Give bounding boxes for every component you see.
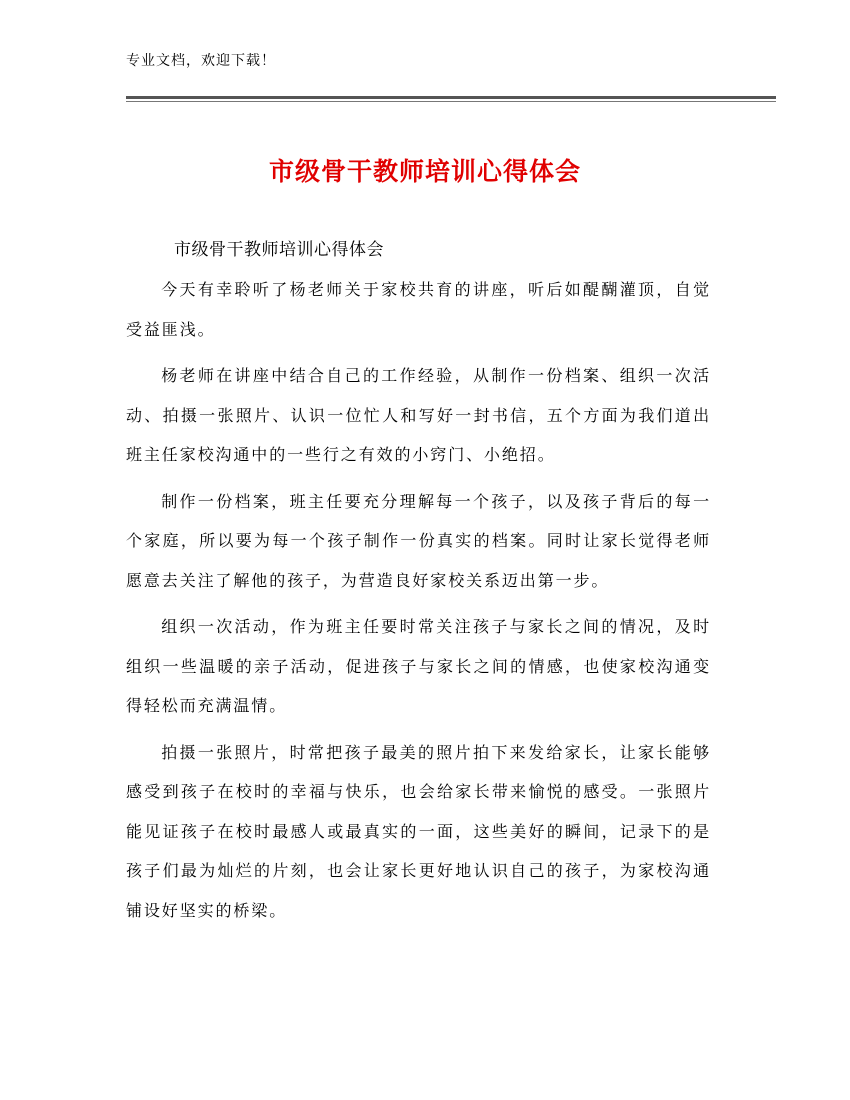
document-body: [126, 270, 711, 937]
paragraph: 拍摄一张照片，时常把孩子最美的照片拍下来发给家长，让家长能够感受到孩子在校时的幸福与快乐，也会给家长带来愉悦的感受。一张照片能见证孩子在校时最感人或最真实的一面，这些美好的瞬间，记录下的是孩子们最为灿烂的片刻，也会让家长更好地认识自己的孩子，为家校沟通铺设好坚实的桥梁。: [126, 742, 711, 920]
page-header-text: 专业文档，欢迎下载！: [126, 53, 276, 69]
paragraph: 今天有幸聆听了杨老师关于家校共育的讲座，听后如醍醐灌顶，自觉受益匪浅。: [126, 280, 711, 339]
header-divider-thin: [126, 101, 776, 102]
paragraph: 组织一次活动，作为班主任要时常关注孩子与家长之间的情况，及时组织一些温暖的亲子活动，促进孩子与家长之间的情感，也使家校沟通变得轻松而充满温情。: [126, 617, 711, 715]
paragraph: 制作一份档案，班主任要充分理解每一个孩子，以及孩子背后的每一个家庭，所以要为每一个孩子制作一份真实的档案。同时让家长觉得老师愿意去关注了解他的孩子，为营造良好家校关系迈出第一步。: [126, 491, 711, 590]
document-title: 市级骨干教师培训心得体会: [268, 157, 581, 186]
document-subtitle: 市级骨干教师培训心得体会: [174, 240, 384, 260]
header-divider-thick: [126, 96, 776, 99]
paragraph: 杨老师在讲座中结合自己的工作经验，从制作一份档案、组织一次活动、拍摄一张照片、认识一位忙人和写好一封书信，五个方面为我们道出班主任家校沟通中的一些行之有效的小窍门、小绝招。: [126, 366, 711, 464]
